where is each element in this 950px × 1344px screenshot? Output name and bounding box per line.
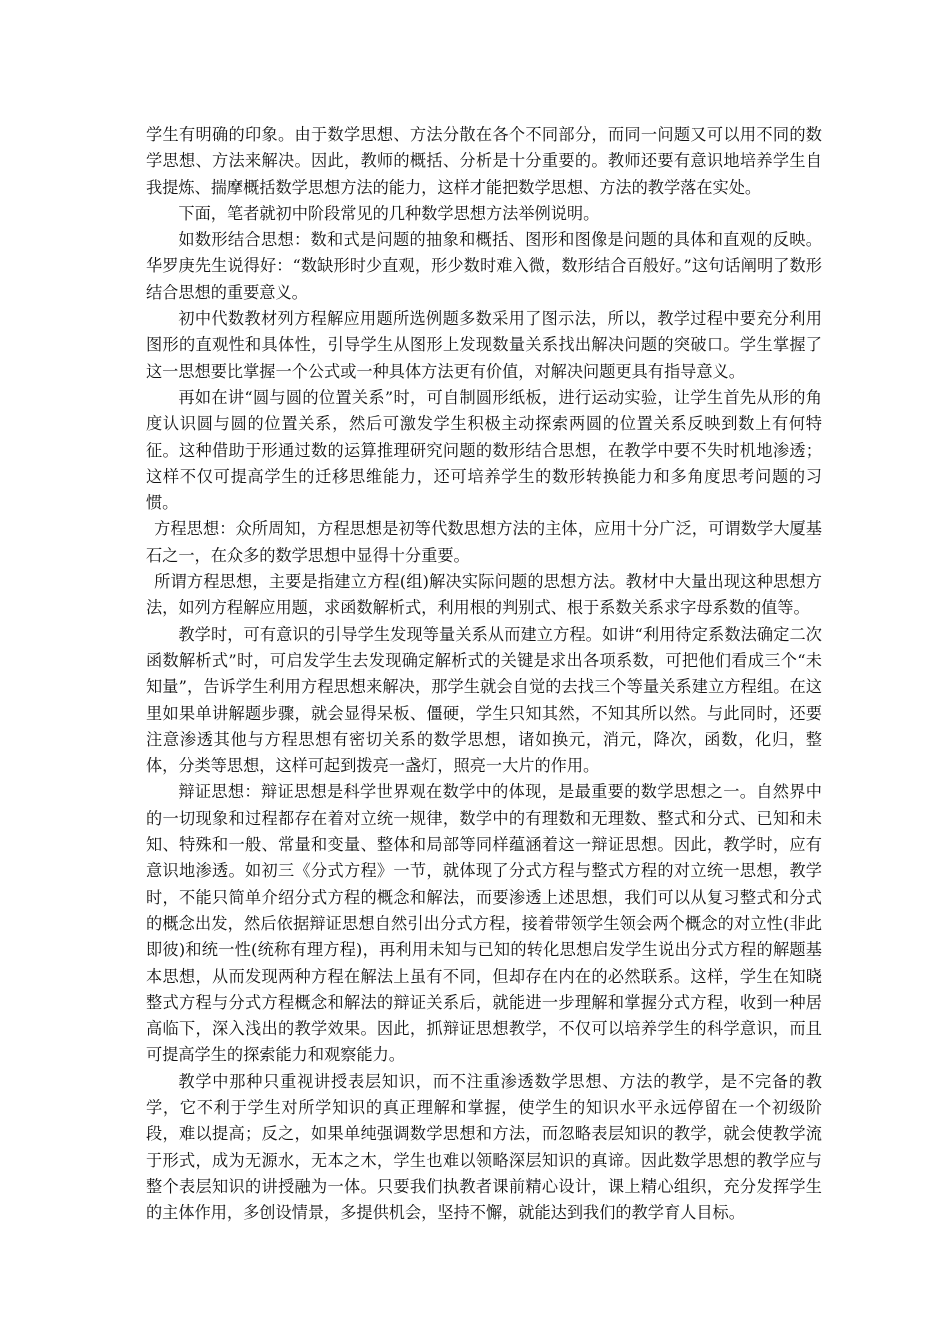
paragraph-circle-relations: 再如在讲“圆与圆的位置关系”时，可自制圆形纸板，进行运动实验，让学生首先从形的角度认识圆与圆的位置关系，然后可激发学生积极主动探索两圆的位置关系反映到数上有何特征。这种借助于形通过数的运算推理研究问题的数形结合思想，在教学中要不失时机地渗透；这样不仅可提高学生的迁移思维能力，还可培养学生的数形转换能力和多角度思考问题的习惯。 <box>146 387 822 513</box>
paragraph-continuation: 学生有明确的印象。由于数学思想、方法分散在各个不同部分，而同一问题又可以用不同的数学思想、方法来解决。因此，教师的概括、分析是十分重要的。教师还要有意识地培养学生自我提炼、揣摩概括数学思想方法的能力，这样才能把数学思想、方法的教学落在实处。 <box>146 125 822 197</box>
paragraph-algebra-textbook: 初中代数教材列方程解应用题所选例题多数采用了图示法，所以，教学过程中要充分利用图形的直观性和具体性，引导学生从图形上发现数量关系找出解决问题的突破口。学生掌握了这一思想要比掌握一个公式或一种具体方法更有价值，对解决问题更具有指导意义。 <box>146 309 822 381</box>
paragraph-equation-definition: 所谓方程思想，主要是指建立方程(组)解决实际问题的思想方法。教材中大量出现这种思想方法，如列方程解应用题，求函数解析式，利用根的判别式、根于系数关系求字母系数的值等。 <box>146 572 822 618</box>
paragraph-intro-examples: 下面，笔者就初中阶段常见的几种数学思想方法举例说明。 <box>178 203 600 223</box>
paragraph-conclusion: 教学中那种只重视讲授表层知识，而不注重渗透数学思想、方法的教学，是不完备的教学，它不利于学生对所学知识的真正理解和掌握，使学生的知识水平永远停留在一个初级阶段，难以提高；反之，如果单纯强调数学思想和方法，而忽略表层知识的教学，就会使教学流于形式，成为无源水，无本之木，学生也难以领略深层知识的真谛。因此数学思想的教学应与整个表层知识的讲授融为一体。只要我们执教者课前精心设计，课上精心组织，充分发挥学生的主体作用，多创设情景，多提供机会，坚持不懈，就能达到我们的教学育人目标。 <box>146 1071 822 1223</box>
article-body <box>146 122 822 1226</box>
paragraph-equation-thinking: 方程思想：众所周知，方程思想是初等代数思想方法的主体，应用十分广泛，可谓数学大厦基石之一，在众多的数学思想中显得十分重要。 <box>146 519 822 565</box>
paragraph-dialectical-thinking: 辩证思想：辩证思想是科学世界观在数学中的体现，是最重要的数学思想之一。自然界中的一切现象和过程都存在着对立统一规律，数学中的有理数和无理数、整式和分式、已知和未知、特殊和一般、常量和变量、整体和局部等同样蕴涵着这一辩证思想。因此，教学时，应有意识地渗透。如初三《分式方程》一节，就体现了分式方程与整式方程的对立统一思想，教学时，不能只简单介绍分式方程的概念和解法，而要渗透上述思想，我们可以从复习整式和分式的概念出发，然后依据辩证思想自然引出分式方程，接着带领学生领会两个概念的对立性(非此即彼)和统一性(统称有理方程)，再利用未知与已知的转化思想启发学生说出分式方程的解题基本思想，从而发现两种方程在解法上虽有不同，但却存在内在的必然联系。这样，学生在知晓整式方程与分式方程概念和解法的辩证关系后，就能进一步理解和掌握分式方程，收到一种居高临下，深入浅出的教学效果。因此，抓辩证思想教学，不仅可以培养学生的科学意识，而且可提高学生的探索能力和观察能力。 <box>146 782 822 1065</box>
paragraph-number-shape-thinking: 如数形结合思想：数和式是问题的抽象和概括、图形和图像是问题的具体和直观的反映。华罗庚先生说得好：“数缺形时少直观，形少数时难入微，数形结合百般好。”这句话阐明了数形结合思想的重要意义。 <box>146 230 822 302</box>
paragraph-equation-teaching: 教学时，可有意识的引导学生发现等量关系从而建立方程。如讲“利用待定系数法确定二次函数解析式”时，可启发学生去发现确定解析式的关键是求出各项系数，可把他们看成三个“未知量”，告诉学生利用方程思想来解决，那学生就会自觉的去找三个等量关系建立方程组。在这里如果单讲解题步骤，就会显得呆板、僵硬，学生只知其然，不知其所以然。与此同时，还要注意渗透其他与方程思想有密切关系的数学思想，诸如换元，消元，降次，函数，化归，整体，分类等思想，这样可起到拨亮一盏灯，照亮一大片的作用。 <box>146 624 822 776</box>
